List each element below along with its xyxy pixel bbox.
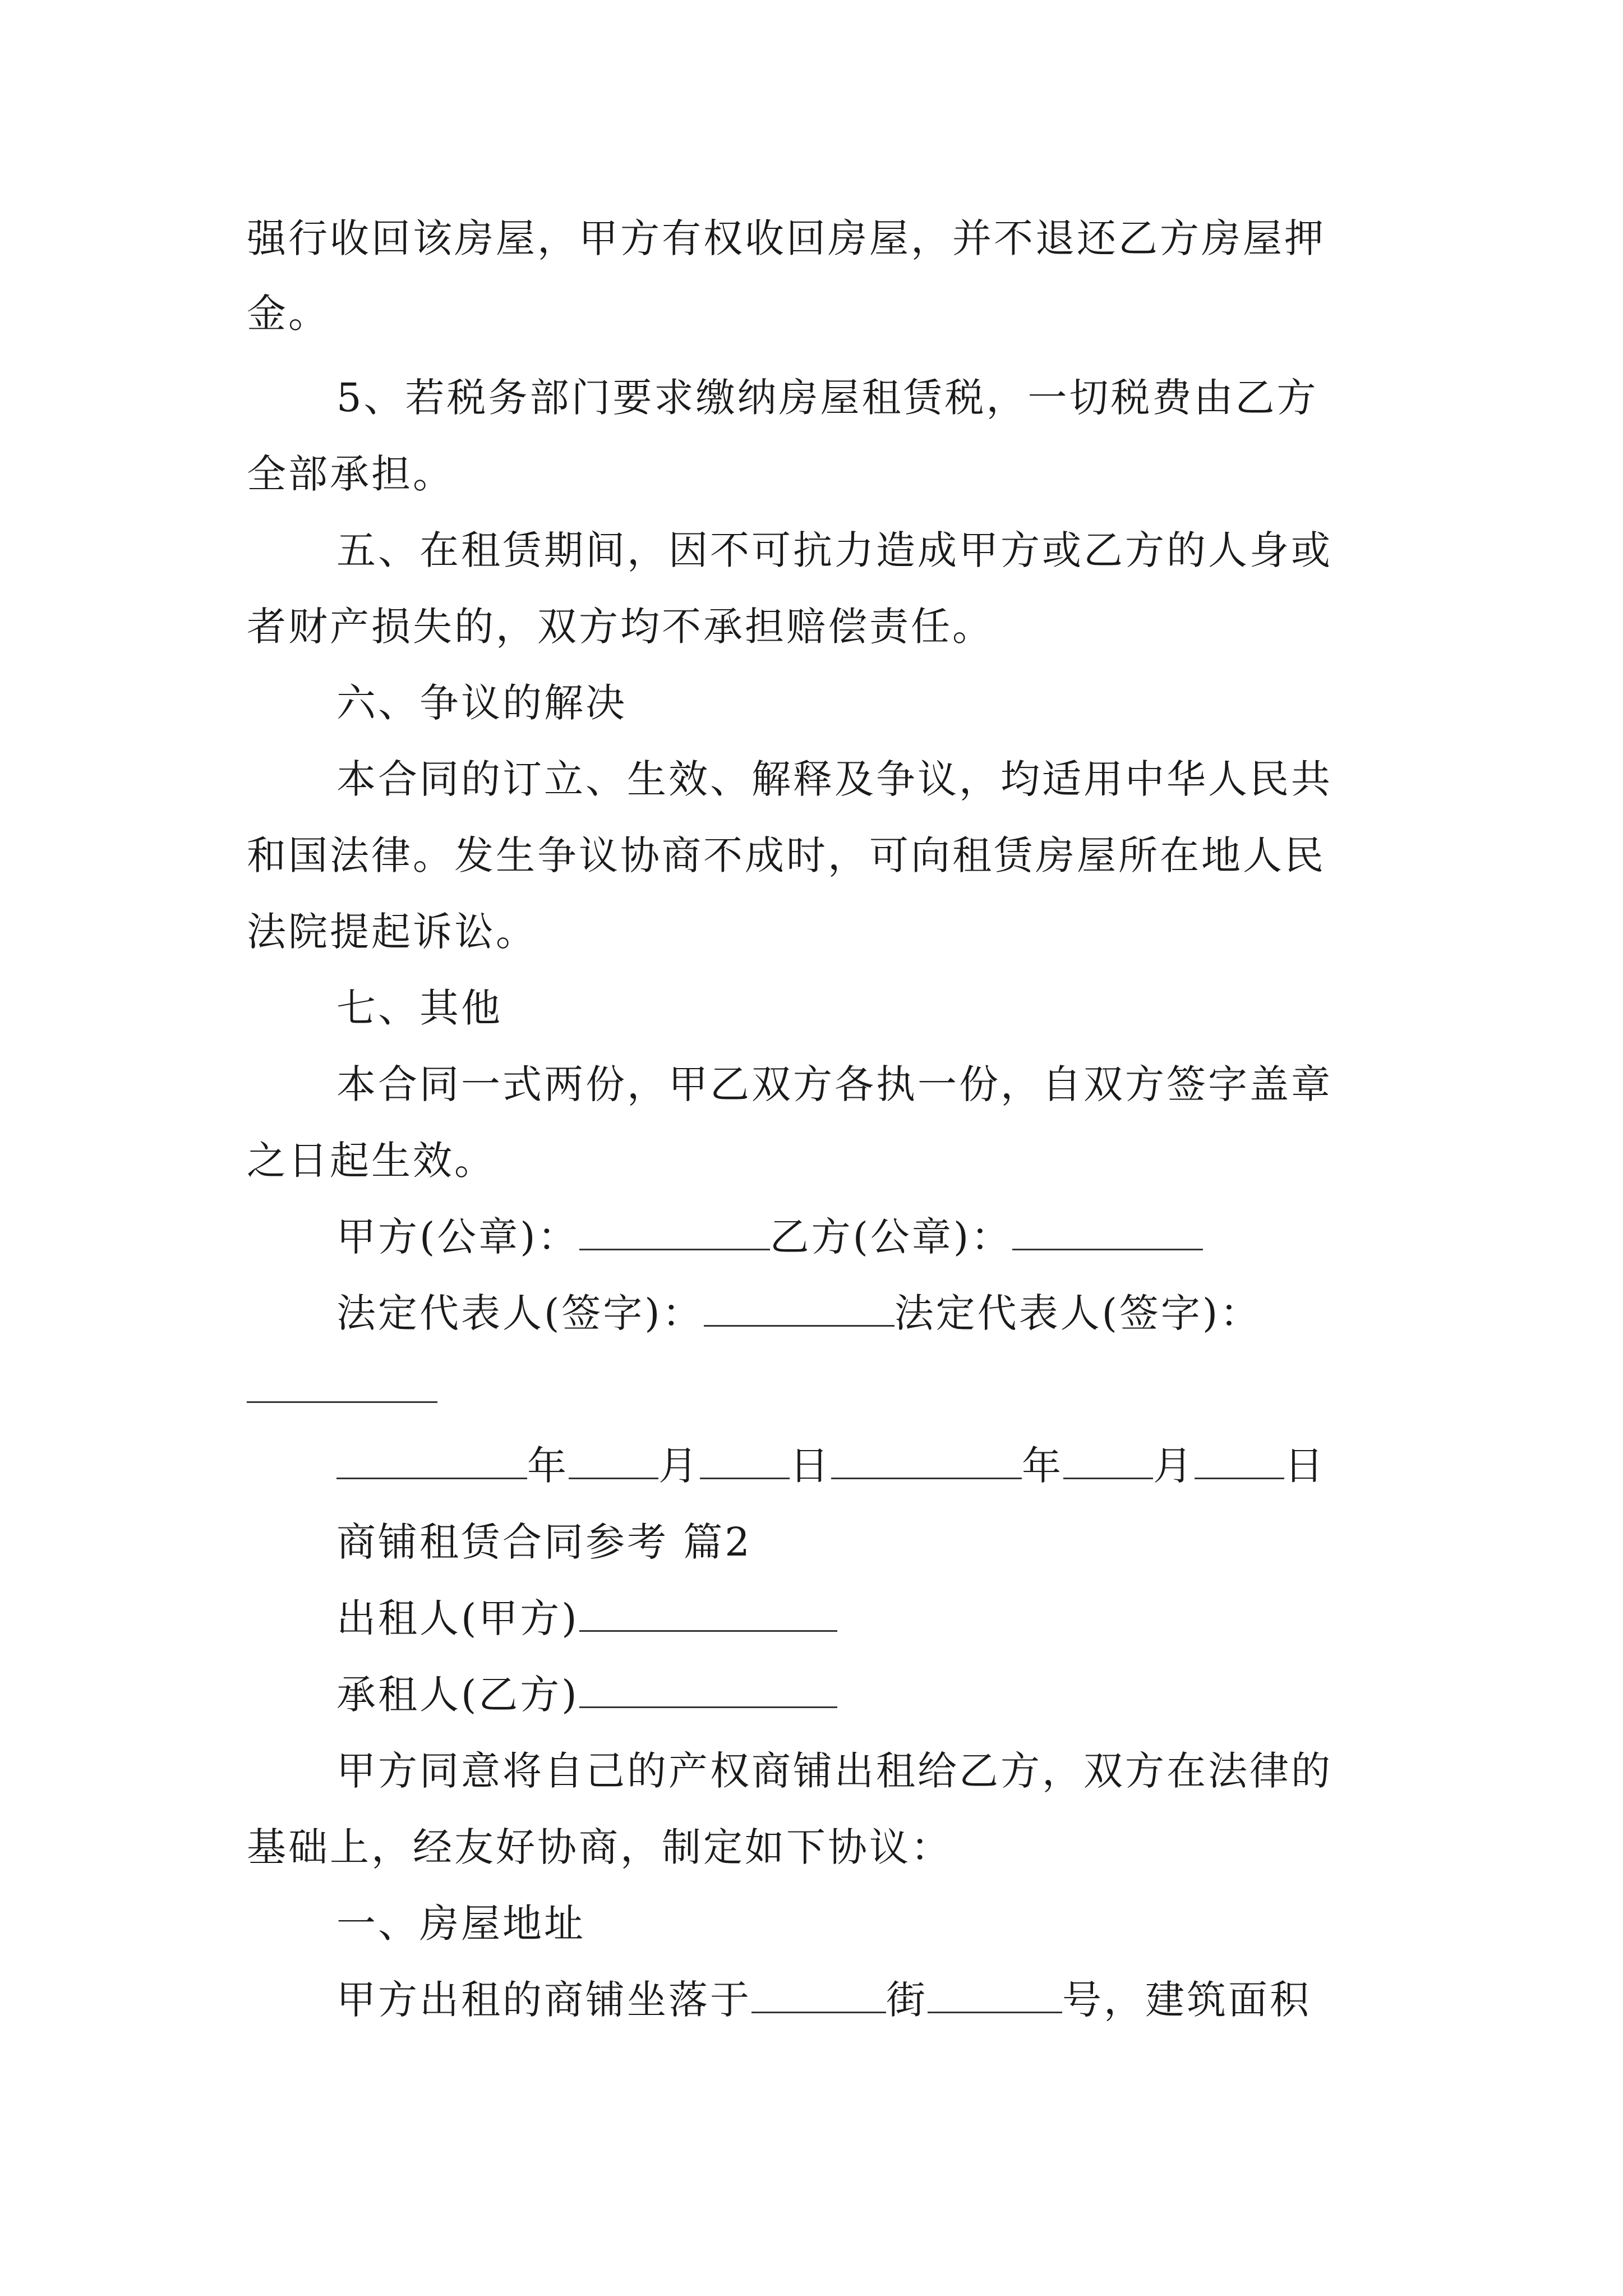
- lessee-blank: [579, 1672, 837, 1708]
- party-a-seal-label: 甲方(公章)：: [336, 1214, 579, 1260]
- month-a-label: 月: [658, 1443, 700, 1489]
- month-b-blank: [1063, 1443, 1153, 1479]
- paragraph-line: 五、在租赁期间，因不可抗力造成甲方或乙方的人身或: [336, 527, 1332, 573]
- lessor-line: [336, 1593, 1481, 1644]
- seal-line: [336, 1212, 1481, 1262]
- paragraph-line: 基础上，经友好协商，制定如下协议：: [247, 1824, 952, 1870]
- day-b-label: 日: [1284, 1443, 1326, 1489]
- month-a-blank: [569, 1443, 658, 1479]
- date-line: [336, 1441, 1481, 1491]
- paragraph-line: 甲方同意将自己的产权商铺出租给乙方，双方在法律的: [336, 1748, 1332, 1794]
- paragraph-line: 强行收回该房屋，甲方有权收回房屋，并不退还乙方房屋押: [247, 215, 1326, 261]
- rep-b-blank-line: [247, 1364, 1391, 1415]
- year-a-blank: [336, 1443, 527, 1479]
- day-b-blank: [1195, 1443, 1284, 1479]
- lessor-label: 出租人(甲方): [336, 1595, 579, 1641]
- rep-b-blank: [247, 1366, 437, 1403]
- paragraph-line: 5、若税务部门要求缴纳房屋租赁税，一切税费由乙方: [336, 375, 1318, 421]
- rep-a-label: 法定代表人(签字)：: [336, 1290, 704, 1336]
- party-b-seal-blank: [1012, 1214, 1203, 1250]
- section-heading: 一、房屋地址: [336, 1901, 585, 1947]
- rep-b-label: 法定代表人(签字)：: [894, 1290, 1262, 1336]
- paragraph-line: 和国法律。发生争议协商不成时，可向租赁房屋所在地人民: [247, 832, 1326, 878]
- party-a-seal-blank: [579, 1214, 770, 1250]
- address-suffix: 号，建筑面积: [1062, 1977, 1311, 2023]
- paragraph-line: 全部承担。: [247, 451, 454, 497]
- rep-a-blank: [704, 1290, 895, 1327]
- day-a-blank: [700, 1443, 790, 1479]
- paragraph-line: 本合同一式两份，甲乙双方各执一份，自双方签字盖章: [336, 1061, 1332, 1107]
- section-heading: 六、争议的解决: [336, 680, 627, 726]
- representative-line: [336, 1288, 1481, 1338]
- paragraph-line: 者财产损失的，双方均不承担赔偿责任。: [247, 604, 994, 650]
- paragraph-line: 金。: [247, 291, 330, 337]
- street-label: 街: [886, 1977, 928, 2023]
- year-b-blank: [831, 1443, 1022, 1479]
- section-heading: 七、其他: [336, 985, 502, 1031]
- street-blank: [751, 1977, 886, 2013]
- month-b-label: 月: [1153, 1443, 1195, 1489]
- party-b-seal-label: 乙方(公章)：: [769, 1214, 1013, 1260]
- address-line: [336, 1975, 1481, 2025]
- paragraph-line: 法院提起诉讼。: [247, 909, 537, 955]
- number-blank: [928, 1977, 1062, 2013]
- lessee-label: 承租人(乙方): [336, 1672, 579, 1718]
- year-b-label: 年: [1022, 1443, 1063, 1489]
- lessor-blank: [579, 1595, 837, 1632]
- paragraph-line: 之日起生效。: [247, 1138, 496, 1184]
- day-a-label: 日: [790, 1443, 831, 1489]
- paragraph-line: 本合同的订立、生效、解释及争议，均适用中华人民共: [336, 756, 1332, 802]
- contract-title: 商铺租赁合同参考 篇2: [336, 1519, 752, 1565]
- lessee-line: [336, 1669, 1481, 1720]
- year-a-label: 年: [527, 1443, 569, 1489]
- address-prefix: 甲方出租的商铺坐落于: [336, 1977, 751, 2023]
